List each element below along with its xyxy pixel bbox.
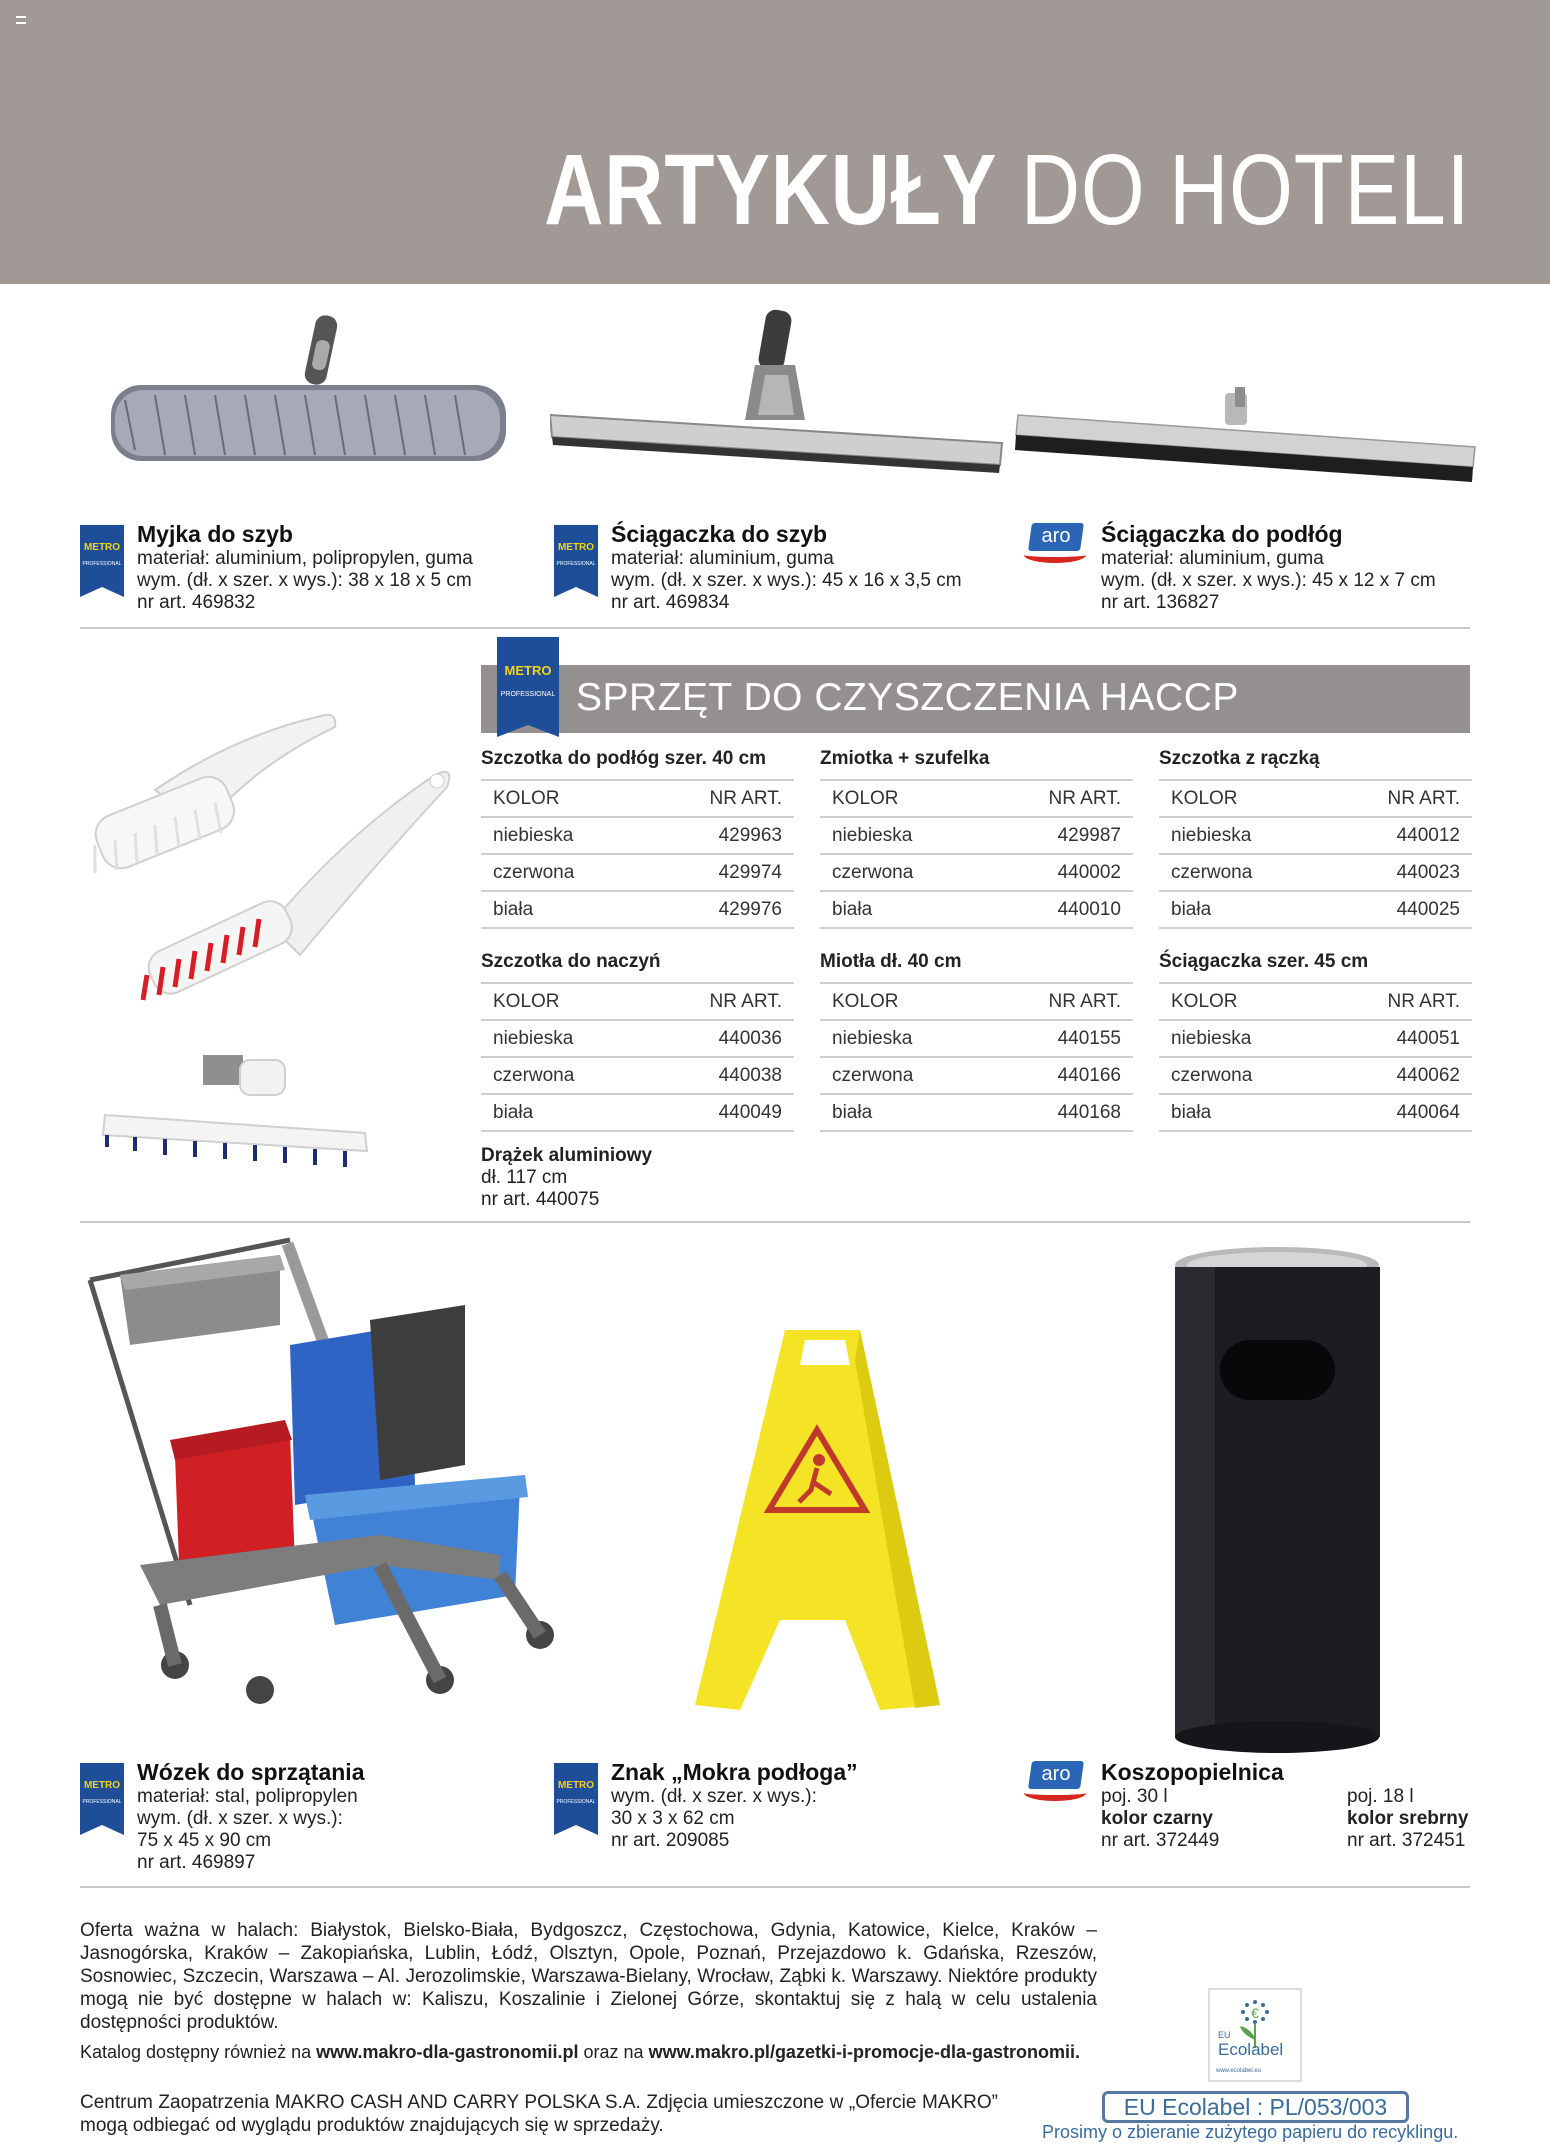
table-row: niebieska 440036 bbox=[481, 1021, 794, 1058]
table-title: Zmiotka + szufelka bbox=[820, 741, 1133, 781]
product-material: materiał: aluminium, polipropylen, guma bbox=[137, 548, 473, 569]
product-capacity: poj. 30 l bbox=[1101, 1786, 1168, 1807]
table-header-row: KOLOR NR ART. bbox=[820, 781, 1133, 818]
table-row: czerwona 440038 bbox=[481, 1058, 794, 1095]
page-header bbox=[0, 0, 1550, 284]
catalog-availability-text: Katalog dostępny również na www.makro-dla-gastronomii.pl oraz na www.makro.pl/gazetki-i-promocje-dla-gastronomii. bbox=[80, 2042, 1080, 2062]
table-row: biała 440168 bbox=[820, 1095, 1133, 1132]
product-dimensions-label: wym. (dł. x szer. x wys.): bbox=[137, 1808, 343, 1829]
haccp-table bbox=[820, 944, 1133, 1132]
table-row: biała 440049 bbox=[481, 1095, 794, 1132]
haccp-table bbox=[481, 944, 794, 1132]
svg-text:€: € bbox=[1251, 2005, 1259, 2021]
product-name: Drążek aluminiowy bbox=[481, 1145, 653, 1166]
product-dimensions-label: wym. (dł. x szer. x wys.): bbox=[611, 1786, 817, 1807]
table-row: czerwona 440023 bbox=[1159, 855, 1472, 892]
product-article-number: nr art. 469832 bbox=[137, 592, 256, 613]
product-name: Ściągaczka do szyb bbox=[611, 521, 828, 547]
floor-squeegee-image bbox=[1010, 385, 1480, 495]
table-row: czerwona 440166 bbox=[820, 1058, 1133, 1095]
product-color: kolor czarny bbox=[1101, 1808, 1213, 1829]
table-row: niebieska 440051 bbox=[1159, 1021, 1472, 1058]
table-header-row: KOLOR NR ART. bbox=[1159, 984, 1472, 1021]
product-sciagaczka-szyb bbox=[611, 520, 962, 614]
window-squeegee-image bbox=[550, 305, 1005, 485]
cleaning-cart-image bbox=[80, 1235, 570, 1775]
haccp-section-title: SPRZĘT DO CZYSZCZENIA HACCP bbox=[576, 676, 1239, 719]
product-name: Wózek do sprzątania bbox=[137, 1759, 365, 1785]
haccp-table bbox=[481, 741, 794, 929]
product-material: materiał: aluminium, guma bbox=[1101, 548, 1324, 569]
product-article-number: nr art. 469834 bbox=[611, 592, 730, 613]
divider bbox=[80, 1886, 1470, 1888]
table-title: Szczotka do podłóg szer. 40 cm bbox=[481, 741, 794, 781]
window-washer-image bbox=[105, 310, 510, 475]
product-myjka bbox=[137, 520, 473, 614]
table-row: niebieska 440155 bbox=[820, 1021, 1133, 1058]
product-koszopopielnica-variant bbox=[1347, 1786, 1468, 1852]
table-row: biała 429976 bbox=[481, 892, 794, 929]
metro-professional-logo: METRO PROFESSIONAL bbox=[554, 525, 598, 587]
offer-locations-text: Oferta ważna w halach: Białystok, Bielsko-Biała, Bydgoszcz, Częstochowa, Gdynia, Katowice, Kielce, Kraków – Jasnogórska, Kraków – Zakopiańska, Lublin, Łódź, Olsztyn, Opole, Poznań, Przejazdowo k. Gdańska, Rzeszów, Sosnowiec, Szczecin, Warszawa – Al. Jerozolimskie, Warszawa-Bielany, Wrocław, Ząbki k. Warszawy. Niektóre produkty mogą nie być dostępne w halach w: Kaliszu, Koszalinie i Zielonej Górze, skontaktuj się z halą w celu ustalenia dostępności produktów. bbox=[80, 1920, 1097, 2033]
table-header-row: KOLOR NR ART. bbox=[820, 984, 1133, 1021]
table-row: biała 440025 bbox=[1159, 892, 1472, 929]
ecolabel-name-text: Ecolabel bbox=[1218, 2040, 1284, 2059]
haccp-table bbox=[820, 741, 1133, 929]
table-header-row: KOLOR NR ART. bbox=[1159, 781, 1472, 818]
product-dimensions: 75 x 45 x 90 cm bbox=[137, 1830, 272, 1851]
product-material: materiał: aluminium, guma bbox=[611, 548, 834, 569]
table-title: Miotła dł. 40 cm bbox=[820, 944, 1133, 984]
product-article-number: nr art. 440075 bbox=[481, 1189, 600, 1210]
aro-logo: aro bbox=[1024, 523, 1086, 567]
waste-bin-ashtray-image bbox=[1170, 1245, 1385, 1755]
table-header-row: KOLOR NR ART. bbox=[481, 984, 794, 1021]
page-title: ARTYKUŁY DO HOTELI bbox=[544, 134, 1470, 246]
table-row: czerwona 440062 bbox=[1159, 1058, 1472, 1095]
metro-professional-logo: METRO PROFESSIONAL bbox=[554, 1763, 598, 1825]
product-znak bbox=[611, 1758, 858, 1852]
product-article-number: nr art. 136827 bbox=[1101, 592, 1220, 613]
product-dimensions: wym. (dł. x szer. x wys.): 45 x 12 x 7 cm bbox=[1101, 570, 1436, 591]
disclaimer-text: Centrum Zaopatrzenia MAKRO CASH AND CARRY POLSKA S.A. Zdjęcia umieszczone w „Ofercie MAKRO” mogą odbiegać od wyglądu produktów znajdujących się w sprzedaży. bbox=[80, 2092, 998, 2136]
product-wozek bbox=[137, 1758, 364, 1874]
product-dimensions: wym. (dł. x szer. x wys.): 38 x 18 x 5 cm bbox=[137, 570, 472, 591]
table-title: Szczotka do naczyń bbox=[481, 944, 794, 984]
table-row: czerwona 429974 bbox=[481, 855, 794, 892]
menu-icon bbox=[16, 16, 26, 24]
catalog-link[interactable]: www.makro-dla-gastronomii.pl bbox=[316, 2042, 579, 2062]
product-material: materiał: stal, polipropylen bbox=[137, 1786, 358, 1807]
product-length: dł. 117 cm bbox=[481, 1167, 568, 1188]
table-row: niebieska 440012 bbox=[1159, 818, 1472, 855]
product-capacity: poj. 18 l bbox=[1347, 1786, 1414, 1807]
product-name: Myjka do szyb bbox=[137, 521, 293, 547]
product-name: Ściągaczka do podłóg bbox=[1101, 521, 1343, 547]
product-article-number: nr art. 209085 bbox=[611, 1830, 730, 1851]
product-sciagaczka-podlog bbox=[1101, 520, 1436, 614]
recycle-notice: Prosimy o zbieranie zużytego papieru do recyklingu. bbox=[1042, 2122, 1459, 2142]
product-name: Koszopopielnica bbox=[1101, 1759, 1284, 1785]
product-article-number: nr art. 469897 bbox=[137, 1852, 256, 1873]
product-article-number: nr art. 372449 bbox=[1101, 1830, 1220, 1851]
metro-professional-logo: METRO PROFESSIONAL bbox=[80, 525, 124, 587]
wet-floor-sign-image bbox=[685, 1320, 945, 1720]
divider bbox=[80, 1221, 1470, 1223]
ecolabel-eu-text: EU bbox=[1218, 2030, 1231, 2040]
table-title: Ściągaczka szer. 45 cm bbox=[1159, 944, 1472, 984]
promo-link[interactable]: www.makro.pl/gazetki-i-promocje-dla-gastronomii. bbox=[648, 2042, 1080, 2062]
aro-logo: aro bbox=[1024, 1761, 1086, 1805]
metro-professional-logo: METRO PROFESSIONAL bbox=[80, 1763, 124, 1825]
product-koszopopielnica bbox=[1101, 1758, 1284, 1852]
product-name: Znak „Mokra podłoga” bbox=[611, 1759, 858, 1785]
haccp-table bbox=[1159, 741, 1472, 929]
haccp-table bbox=[1159, 944, 1472, 1132]
product-article-number: nr art. 372451 bbox=[1347, 1830, 1466, 1851]
divider bbox=[80, 627, 1470, 629]
table-title: Szczotka z rączką bbox=[1159, 741, 1472, 781]
product-color: kolor srebrny bbox=[1347, 1808, 1469, 1829]
product-dimensions: 30 x 3 x 62 cm bbox=[611, 1808, 735, 1829]
eu-ecolabel-logo bbox=[1208, 1988, 1302, 2082]
table-row: niebieska 429987 bbox=[820, 818, 1133, 855]
table-row: niebieska 429963 bbox=[481, 818, 794, 855]
table-row: czerwona 440002 bbox=[820, 855, 1133, 892]
ecolabel-code-badge: EU Ecolabel : PL/053/003 bbox=[1102, 2091, 1409, 2123]
metro-professional-logo: METRO PROFESSIONAL bbox=[497, 637, 559, 725]
ecolabel-url-text: www.ecolabel.eu bbox=[1216, 2068, 1262, 2074]
product-dimensions: wym. (dł. x szer. x wys.): 45 x 16 x 3,5 cm bbox=[611, 570, 962, 591]
table-row: biała 440010 bbox=[820, 892, 1133, 929]
product-drazek bbox=[481, 1145, 652, 1211]
table-header-row: KOLOR NR ART. bbox=[481, 781, 794, 818]
table-row: biała 440064 bbox=[1159, 1095, 1472, 1132]
haccp-brushes-image bbox=[85, 695, 475, 1175]
